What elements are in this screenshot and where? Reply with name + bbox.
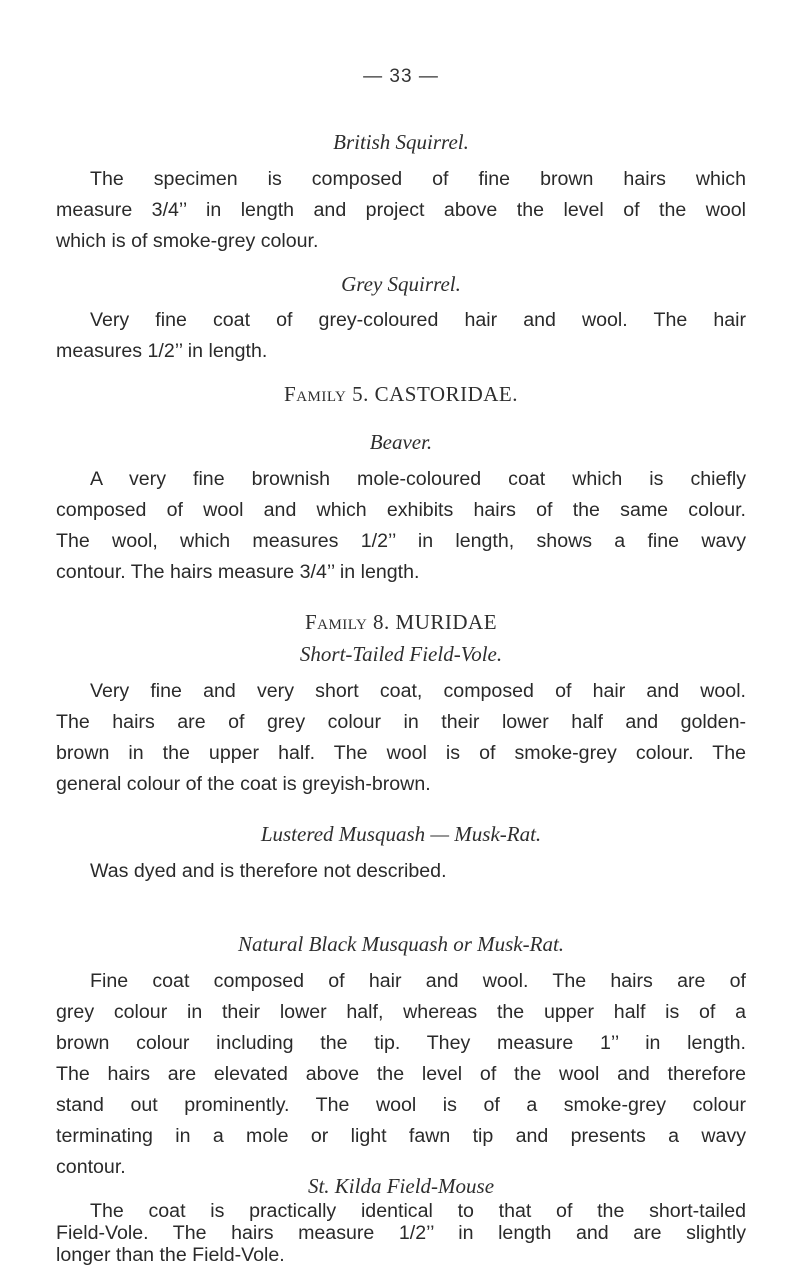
text-line: general colour of the coat is greyish-brown.	[56, 773, 431, 795]
text-line: stand out prominently. The wool is of a smoke-grey colour	[56, 1094, 746, 1116]
text-line: contour.	[56, 1156, 126, 1178]
paragraph-beaver	[56, 464, 746, 588]
text-line: Was dyed and is therefore not described.	[90, 860, 447, 882]
paragraph-st-kilda-field-mouse	[56, 1200, 746, 1266]
text-line: The hairs are of grey colour in their lower half and golden-	[56, 711, 746, 733]
text-line: brown colour including the tip. They measure 1’’ in length.	[56, 1032, 746, 1054]
paragraph-british-squirrel	[56, 164, 746, 257]
text-line: The hairs are elevated above the level of the wool and therefore	[56, 1063, 746, 1085]
heading-lustered-musquash: Lustered Musquash — Musk-Rat.	[260, 822, 542, 846]
text-line: The specimen is composed of fine brown hairs which	[90, 168, 746, 190]
heading-natural-black-musquash: Natural Black Musquash or Musk-Rat.	[237, 932, 565, 956]
text-line: Field-Vole. The hairs measure 1/2’’ in length and are slightly	[56, 1222, 746, 1244]
paragraph-short-tailed-field-vole	[56, 676, 746, 800]
text-line: which is of smoke-grey colour.	[56, 230, 319, 252]
text-line: longer than the Field-Vole.	[56, 1244, 285, 1266]
text-line: measures 1/2’’ in length.	[56, 340, 268, 362]
paragraph-lustered-musquash	[56, 856, 746, 887]
text-line: composed of wool and which exhibits hairs of the same colour.	[56, 499, 746, 521]
heading-grey-squirrel: Grey Squirrel.	[341, 272, 461, 296]
text-line: The coat is practically identical to that of the short-tailed	[90, 1200, 746, 1222]
text-line: brown in the upper half. The wool is of smoke-grey colour. The	[56, 742, 746, 764]
paragraph-natural-black-musquash	[56, 966, 746, 1183]
paragraph-grey-squirrel	[56, 305, 746, 367]
text-line: contour. The hairs measure 3/4’’ in length.	[56, 561, 420, 583]
text-line: The wool, which measures 1/2’’ in length, shows a fine wavy	[56, 530, 746, 552]
text-line: grey colour in their lower half, whereas the upper half is of a	[56, 1001, 746, 1023]
text-line: terminating in a mole or light fawn tip and presents a wavy	[56, 1125, 746, 1147]
text-line: Very fine and very short coat, composed of hair and wool.	[90, 680, 746, 702]
text-line: Fine coat composed of hair and wool. The hairs are of	[90, 970, 746, 992]
text-line: Very fine coat of grey-coloured hair and wool. The hair	[90, 309, 746, 331]
page-number: — 33 —	[363, 66, 439, 87]
heading-short-tailed-field-vole: Short-Tailed Field-Vole.	[299, 642, 503, 666]
heading-family-castoridae: Family 5. CASTORIDAE.	[284, 382, 518, 406]
heading-family-muridae: Family 8. MURIDAE	[304, 610, 498, 634]
text-line: measure 3/4’’ in length and project above the level of the wool	[56, 199, 746, 221]
heading-british-squirrel: British Squirrel.	[333, 130, 469, 154]
heading-beaver: Beaver.	[369, 430, 433, 454]
heading-st-kilda-field-mouse: St. Kilda Field-Mouse	[307, 1174, 495, 1198]
text-line: A very fine brownish mole-coloured coat which is chiefly	[90, 468, 746, 490]
